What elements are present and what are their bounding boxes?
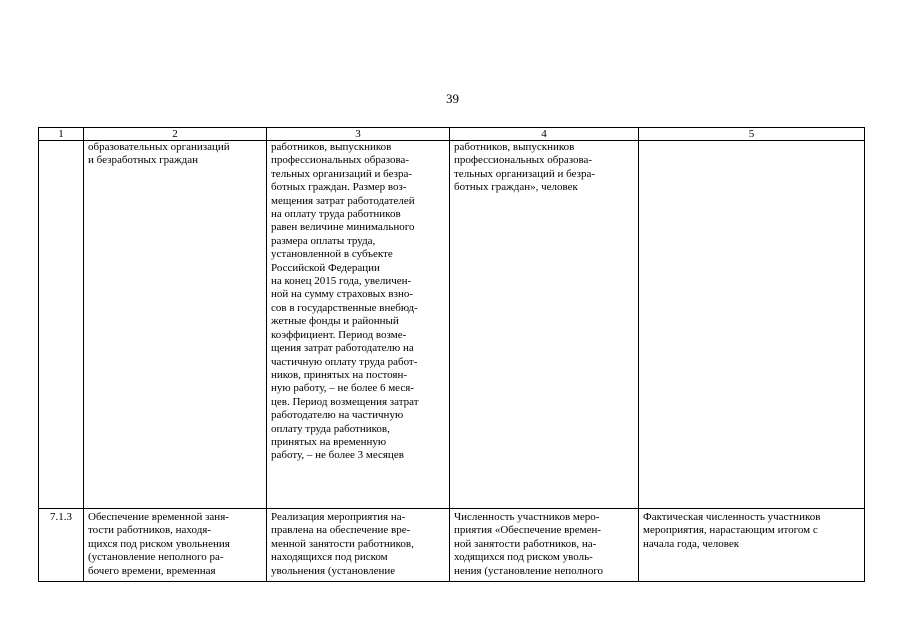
measure-description-text: Реализация мероприятия на- правлена на обеспечение вре- менной занятости работников, находящихся под риском увольнения (установление <box>271 511 414 577</box>
column-header-4: 4 <box>450 128 639 141</box>
name-cell <box>84 141 267 509</box>
column-header-2: 2 <box>84 128 267 141</box>
row-number-cell <box>39 509 84 582</box>
page-number: 39 <box>446 91 459 106</box>
description-cell <box>267 141 450 509</box>
table-row <box>39 509 865 582</box>
method-cell <box>639 509 865 582</box>
method-cell <box>639 141 865 509</box>
row-number-cell <box>39 141 84 509</box>
column-header-3: 3 <box>267 128 450 141</box>
column-header-5: 5 <box>639 128 865 141</box>
measure-name-text: Обеспечение временной заня- тости работников, находя- щихся под риском увольнения (установление неполного ра- бочего времени, временная <box>88 511 230 577</box>
name-cell <box>84 509 267 582</box>
measure-name-text: образовательных организаций и безработных граждан <box>88 141 230 167</box>
indicator-cell <box>450 509 639 582</box>
measure-description-text: работников, выпускников профессиональных образова- тельных организаций и безра- ботных граждан. Размер воз- мещения затрат работодателей на оплату труда работников равен величине минимального размера оплаты труда, установленной в субъекте Российской Федерации на конец 2015 года, увеличен- ной на сумму страховых взно- сов в государственные внебюд- жетные фонды и районный коэффициент. Период возме- щения затрат работодателю на частичную оплату труда работ- ников, принятых на постоян- ную работу, – не более 6 меся- цев. Период возмещения затрат работодателю на частичную оплату труда работников, принятых на временную работу, – не более 3 месяцев <box>271 141 419 462</box>
table-header-row <box>39 128 865 141</box>
indicator-cell <box>450 141 639 509</box>
indicator-text: Численность участников меро- приятия «Обеспечение времен- ной занятости работников, на- ходящихся под риском уволь- нения (установление неполного <box>454 511 604 577</box>
indicator-text: работников, выпускников профессиональных образова- тельных организаций и безра- ботных граждан», человек <box>454 141 596 194</box>
table-row <box>39 141 865 509</box>
method-text: Фактическая численность участников мероприятия, нарастающим итогом с начала года, человек <box>643 511 821 550</box>
program-table <box>38 127 865 582</box>
description-cell <box>267 509 450 582</box>
row-number: 7.1.3 <box>50 511 72 523</box>
column-header-1: 1 <box>39 128 84 141</box>
